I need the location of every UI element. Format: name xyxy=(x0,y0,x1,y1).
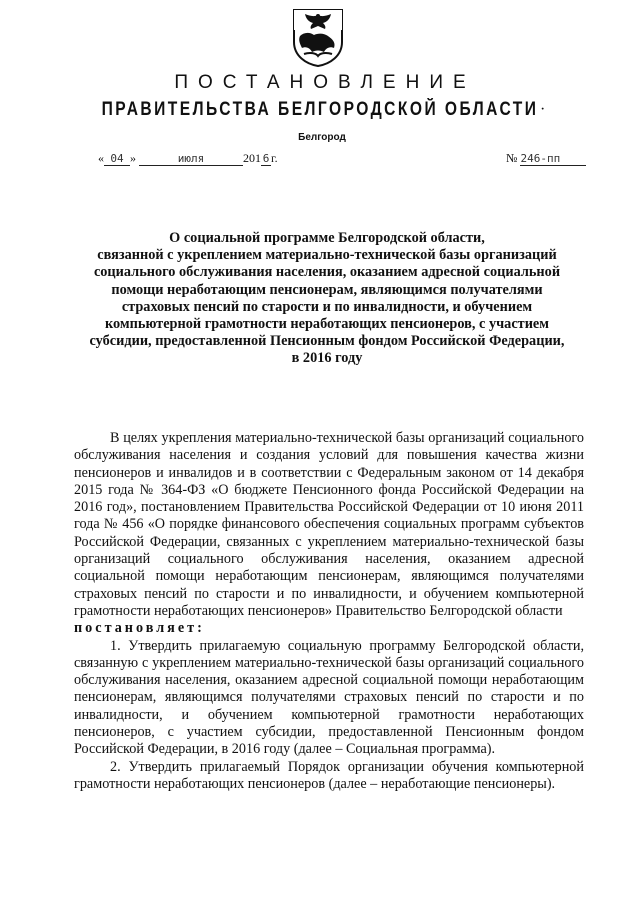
heading-line: субсидии, предоставленной Пенсионным фондом Российской Федерации, xyxy=(89,333,565,350)
heading-line: помощи неработающим пенсионерам, являющимся получателями xyxy=(111,281,543,298)
date-year-prefix: 201 xyxy=(243,151,261,165)
issuing-authority-title: ПРАВИТЕЛЬСТВА БЕЛГОРОДСКОЙ ОБЛАСТИ xyxy=(101,99,539,120)
date-open-quote: « xyxy=(98,151,104,165)
document-date xyxy=(98,151,278,166)
document-heading xyxy=(70,230,584,368)
decree-word: постановляет: xyxy=(74,620,205,637)
number-sign: № xyxy=(506,151,518,165)
document-type-title: ПОСТАНОВЛЕНИЕ xyxy=(174,72,476,93)
number-value: 246-пп xyxy=(520,152,586,166)
item-2-paragraph: 2. Утвердить прилагаемый Порядок организации обучения компьютерной грамотности неработающих пенсионеров (далее – неработающие пенсионеры). xyxy=(74,758,584,792)
heading-line: О социальной программе Белгородской области, xyxy=(169,230,485,246)
stray-mark: · xyxy=(540,101,546,118)
item-1-paragraph: 1. Утвердить прилагаемую социальную программу Белгородской области, связанную с укреплением материально-технической базы организаций социального обслуживания населения, оказанием адресной социальной помощи неработающим пенсионерам, являющимся получателями страховых пенсий по старости и по инвалидности, и обучением компьютерной грамотности неработающих пенсионеров, с участием субсидии, предоставленной Пенсионным фондом Российской Федерации, в 2016 году (далее – Социальная программа). xyxy=(74,637,584,758)
heading-line: социального обслуживания населения, оказанием адресной социальной xyxy=(93,264,561,281)
document-number xyxy=(506,151,586,166)
date-day: 04 xyxy=(104,152,130,166)
coat-of-arms-icon xyxy=(290,6,346,68)
date-year-suffix: 6 xyxy=(262,152,270,165)
document-body xyxy=(74,430,584,793)
heading-line: связанной с укреплением материально-технической базы организаций xyxy=(97,247,557,264)
heading-line: в 2016 году xyxy=(291,350,363,367)
heading-line: компьютерной грамотности неработающих пенсионеров, с участием xyxy=(104,316,550,333)
date-close-quote: » xyxy=(130,151,136,165)
date-month: июля xyxy=(139,152,243,166)
preamble-paragraph: В целях укрепления материально-технической базы организаций социального обслуживания населения и создания условий для повышения качества жизни пенсионеров и инвалидов и в соответствии с Федеральным законом от 14 декабря 2015 года № 364-ФЗ «О бюджете Пенсионного фонда Российской Федерации на 2016 год», постановлением Правительства Российской Федерации от 10 июня 2011 года № 456 «О порядке финансового обеспечения социальных программ субъектов Российской Федерации, связанных с укреплением материально-технической базы организаций социального обслуживания населения, оказанием адресной социальной помощи неработающим пенсионерам, являющимся получателями страховых пенсий по старости и по инвалидности, и обучением компьютерной грамотности неработающих пенсионеров» Правительство Белгородской области xyxy=(74,430,584,619)
city-label: Белгород xyxy=(298,132,346,143)
date-year-unit: г. xyxy=(271,151,278,165)
heading-line: страховых пенсий по старости и по инвалидности, и обучением xyxy=(121,298,533,315)
